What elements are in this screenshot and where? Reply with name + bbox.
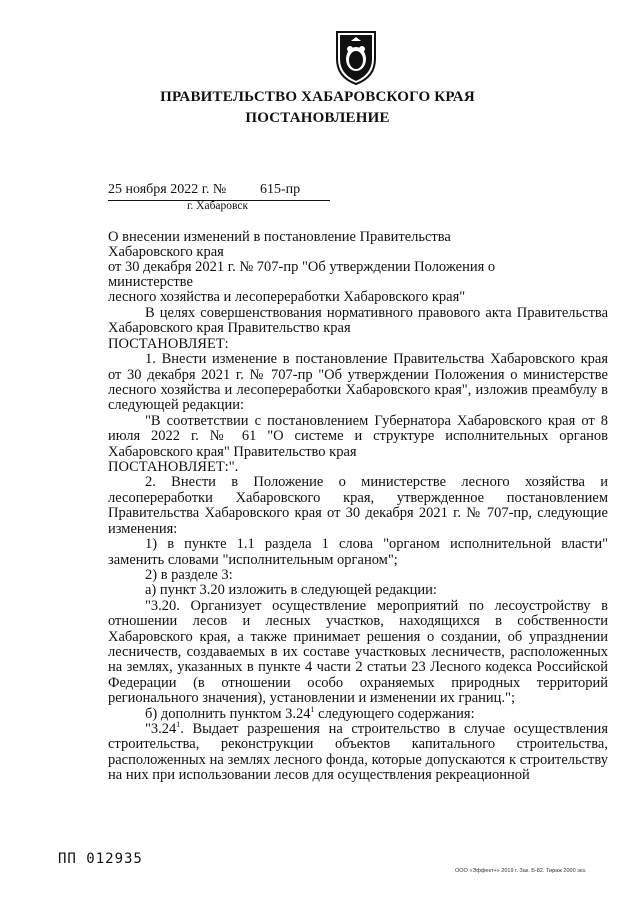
heading-line: от 30 декабря 2021 г. № 707-пр "Об утверждении Положения о министерстве — [108, 259, 496, 290]
document-heading — [108, 230, 528, 305]
paragraph: 2. Внести в Положение о министерстве лесного хозяйства и лесопереработки Хабаровского края, утвержденное постановлением Правительства Хабаровского края от 30 декабря 2021 г. № 707-пр, следующие изменения: — [108, 474, 608, 537]
document-date: 25 ноября 2022 г. № — [108, 182, 227, 197]
document-body — [108, 306, 608, 784]
text-span: . Выдает разрешения на строительство в случае осуществления строительства, реконструкции объектов капитального строительства, расположенных на землях лесного фонда, которые допускаются к строительству на них при использовании лесов для осуществления рекреационной — [108, 720, 608, 784]
text-span: "3.24 — [145, 720, 177, 737]
paragraph — [108, 722, 608, 784]
printer-imprint: ООО «Эффект+» 2019 г. Зак. Б-82. Тираж 2000 экз. — [455, 868, 587, 874]
superscript: 1 — [176, 720, 181, 730]
paragraph — [108, 704, 608, 722]
paragraph: "3.20. Организует осуществление мероприятий по лесоустройству в отношении лесов и лесных участков, находящихся в собственности Хабаровского края, а также принимает решения о создании, об упразднении лесничеств, создаваемых в их составе участковых лесничеств, расположенных на землях, указанных в пункте 4 части 2 статьи 23 Лесного кодекса Российской Федерации (в отношении особо охраняемых природных территорий регионального значения), установлении и изменении их границ."; — [108, 597, 608, 707]
government-title: ПРАВИТЕЛЬСТВО ХАБАРОВСКОГО КРАЯ — [160, 89, 475, 105]
paragraph: 1) в пункте 1.1 раздела 1 слова "органом исполнительной власти" заменить словами "исполнительным органом"; — [108, 536, 608, 568]
paragraph: 1. Внести изменение в постановление Правительства Хабаровского края от 30 декабря 2021 г. № 707-пр "Об утверждении Положения о министерстве лесного хозяйства и лесопереработки Хабаровского края", изложив преамбулу в следующей редакции: — [108, 351, 608, 414]
text-span: следующего содержания: — [314, 705, 475, 722]
date-number-line — [108, 182, 330, 201]
paragraph: "В соответствии с постановлением Губернатора Хабаровского края от 8 июля 2022 г. № 61 "О системе и структуре исполнительных органов Хабаровского края" Правительство края — [108, 412, 608, 460]
city: г. Хабаровск — [187, 200, 249, 212]
document-number: 615-пр — [260, 182, 301, 197]
paragraph: В целях совершенствования нормативного правового акта Правительства Хабаровского края Правительство края — [108, 305, 608, 337]
paragraph: 2) в разделе 3: — [145, 566, 233, 583]
heading-line: лесного хозяйства и лесопереработки Хабаровского края" — [108, 289, 466, 305]
paragraph-resolves: ПОСТАНОВЛЯЕТ: — [108, 335, 229, 352]
paragraph-resolves: ПОСТАНОВЛЯЕТ:". — [108, 459, 239, 476]
document-type: ПОСТАНОВЛЕНИЕ — [245, 110, 390, 126]
heading-line: О внесении изменений в постановление Правительства Хабаровского края — [108, 229, 451, 260]
paragraph: а) пункт 3.20 изложить в следующей редакции: — [145, 582, 437, 599]
form-serial-number: ПП 012935 — [58, 851, 143, 867]
superscript: 1 — [310, 704, 315, 714]
coat-of-arms-icon — [331, 29, 381, 86]
text-span: б) дополнить пунктом 3.24 — [145, 705, 311, 722]
